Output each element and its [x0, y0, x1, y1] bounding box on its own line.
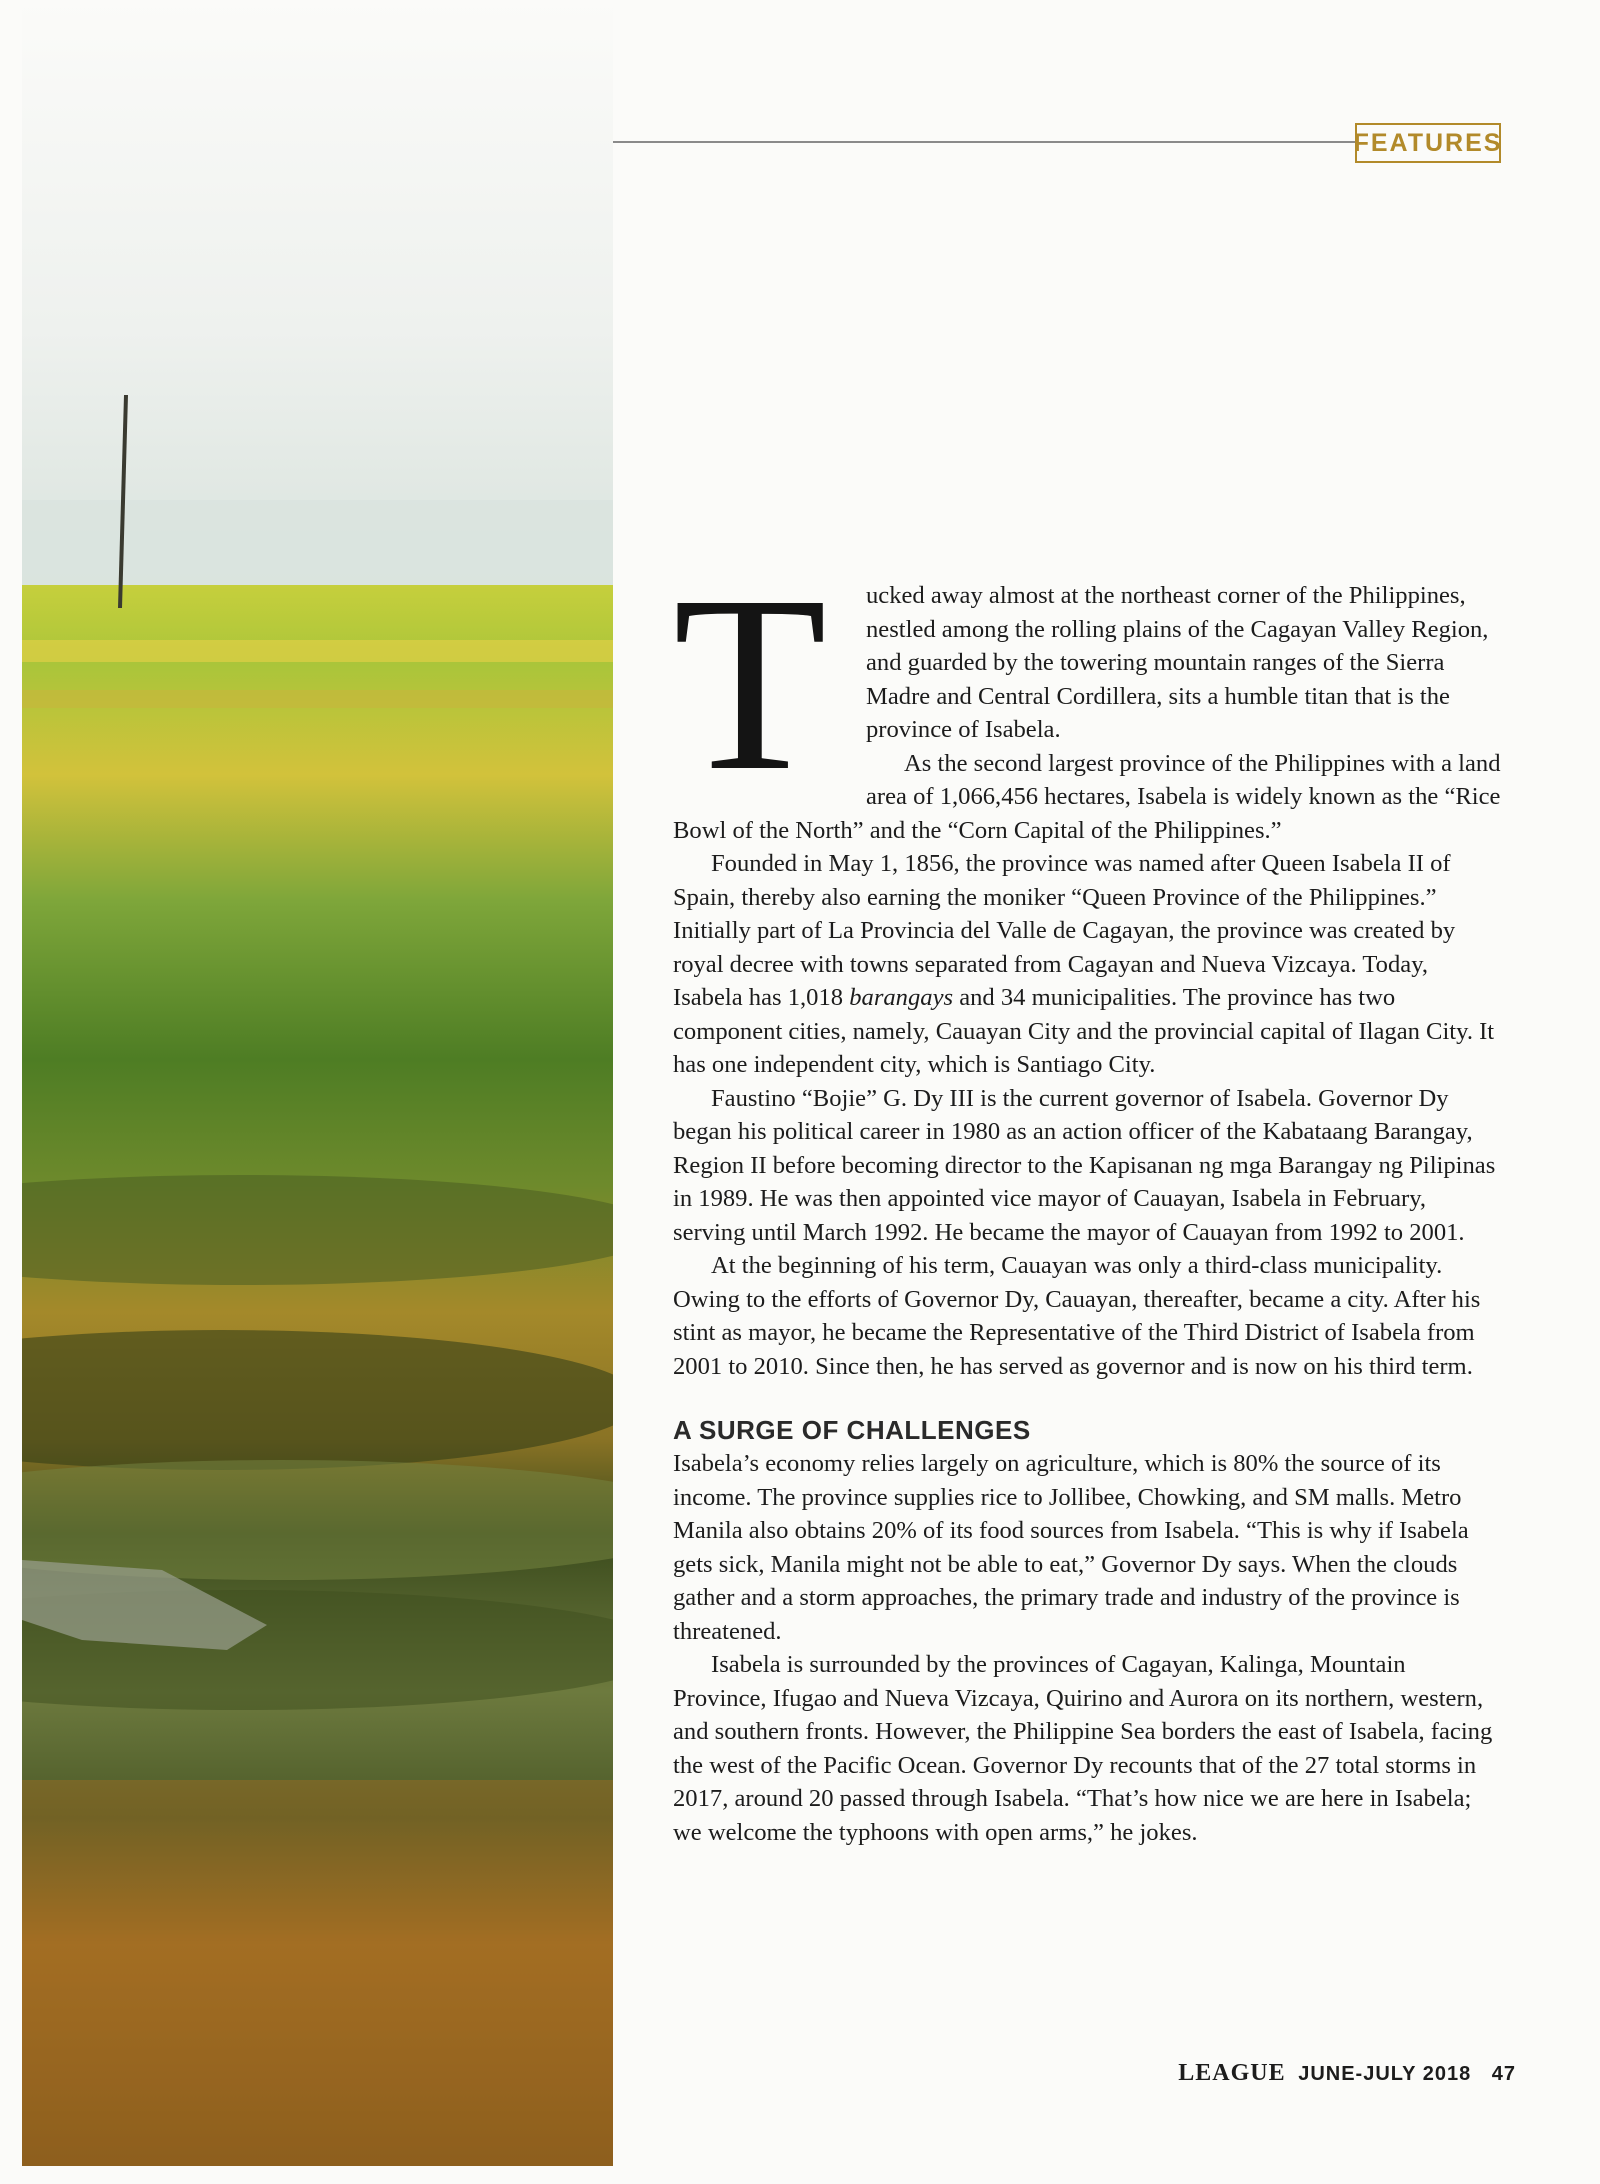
section-label: FEATURES	[1355, 123, 1501, 163]
lead-text: ucked away almost at the northeast corner of the Philippines, nestled among the rolling plains of the Cagayan Valley Region, and guarded by the towering mountain ranges of the Sierra Madre and Central Cordillera, sits a humble titan that is the province of Isabela.	[866, 582, 1489, 743]
article-paragraph-3: Faustino “Bojie” G. Dy III is the current governor of Isabela. Governor Dy began his political career in 1980 as an action officer of the Kabataang Barangay, Region II before becoming director to the Kapisanan ng mga Barangay ng Pilipinas in 1989. He was then appointed vice mayor of Cauayan, Isabela in February, serving until March 1992. He became the mayor of Cauayan from 1992 to 2001.	[673, 1084, 1496, 1246]
issue-date: JUNE-JULY 2018	[1298, 2063, 1472, 2085]
rice-field-photo	[22, 0, 613, 2166]
drop-cap: T	[673, 543, 827, 823]
article-paragraph-2: Founded in May 1, 1856, the province was named after Queen Isabela II of Spain, thereby also earning the moniker “Queen Province of the Philippines.” Initially part of La Provincia del Valle de Cagayan, the province was created by royal decree with towns separated from Cagayan and Nueva Vizcaya. Today, Isabela has 1,018 barangays and 34 municipalities. The province has two component cities, namely, Cauayan City and the provincial capital of Ilagan City. It has one independent city, which is Santiago City.	[673, 850, 1495, 1078]
magazine-name: LEAGUE	[1178, 2060, 1286, 2086]
rice-field-image	[22, 0, 613, 2166]
page-number: 47	[1491, 2063, 1516, 2085]
section-subhead: A SURGE OF CHALLENGES	[673, 1415, 1031, 1445]
italic-term: barangays	[849, 984, 954, 1011]
section2-paragraph-2: Isabela is surrounded by the provinces of Cagayan, Kalinga, Mountain Province, Ifugao and Nueva Vizcaya, Quirino and Aurora on its northern, western, and southern fronts. However, the Philippine Sea borders the east of Isabela, facing the west of the Pacific Ocean. Governor Dy recounts that of the 27 total storms in 2017, around 20 passed through Isabela. “That’s how nice we are here in Isabela; we welcome the typhoons with open arms,” he jokes.	[673, 1651, 1493, 1846]
article-paragraph-1: As the second largest province of the Philippines with a land area of 1,066,456 hectares, Isabela is widely known as the “Rice Bowl of the North” and the “Corn Capital of the Philippines.”	[673, 749, 1501, 844]
page-footer	[1178, 2060, 1516, 2087]
section2-paragraph-1: Isabela’s economy relies largely on agriculture, which is 80% the source of its income. The province supplies rice to Jollibee, Chowking, and SM malls. Metro Manila also obtains 20% of its food sources from Isabela. “This is why if Isabela gets sick, Manila might not be able to eat,” Governor Dy says. When the clouds gather and a storm approaches, the primary trade and industry of the province is threatened.	[673, 1450, 1469, 1645]
article-body	[673, 543, 1501, 1849]
article-paragraph-4: At the beginning of his term, Cauayan was only a third-class municipality. Owing to the efforts of Governor Dy, Cauayan, thereafter, became a city. After his stint as mayor, he became the Representative of the Third District of Isabela from 2001 to 2010. Since then, he has served as governor and is now on his third term.	[673, 1252, 1481, 1380]
